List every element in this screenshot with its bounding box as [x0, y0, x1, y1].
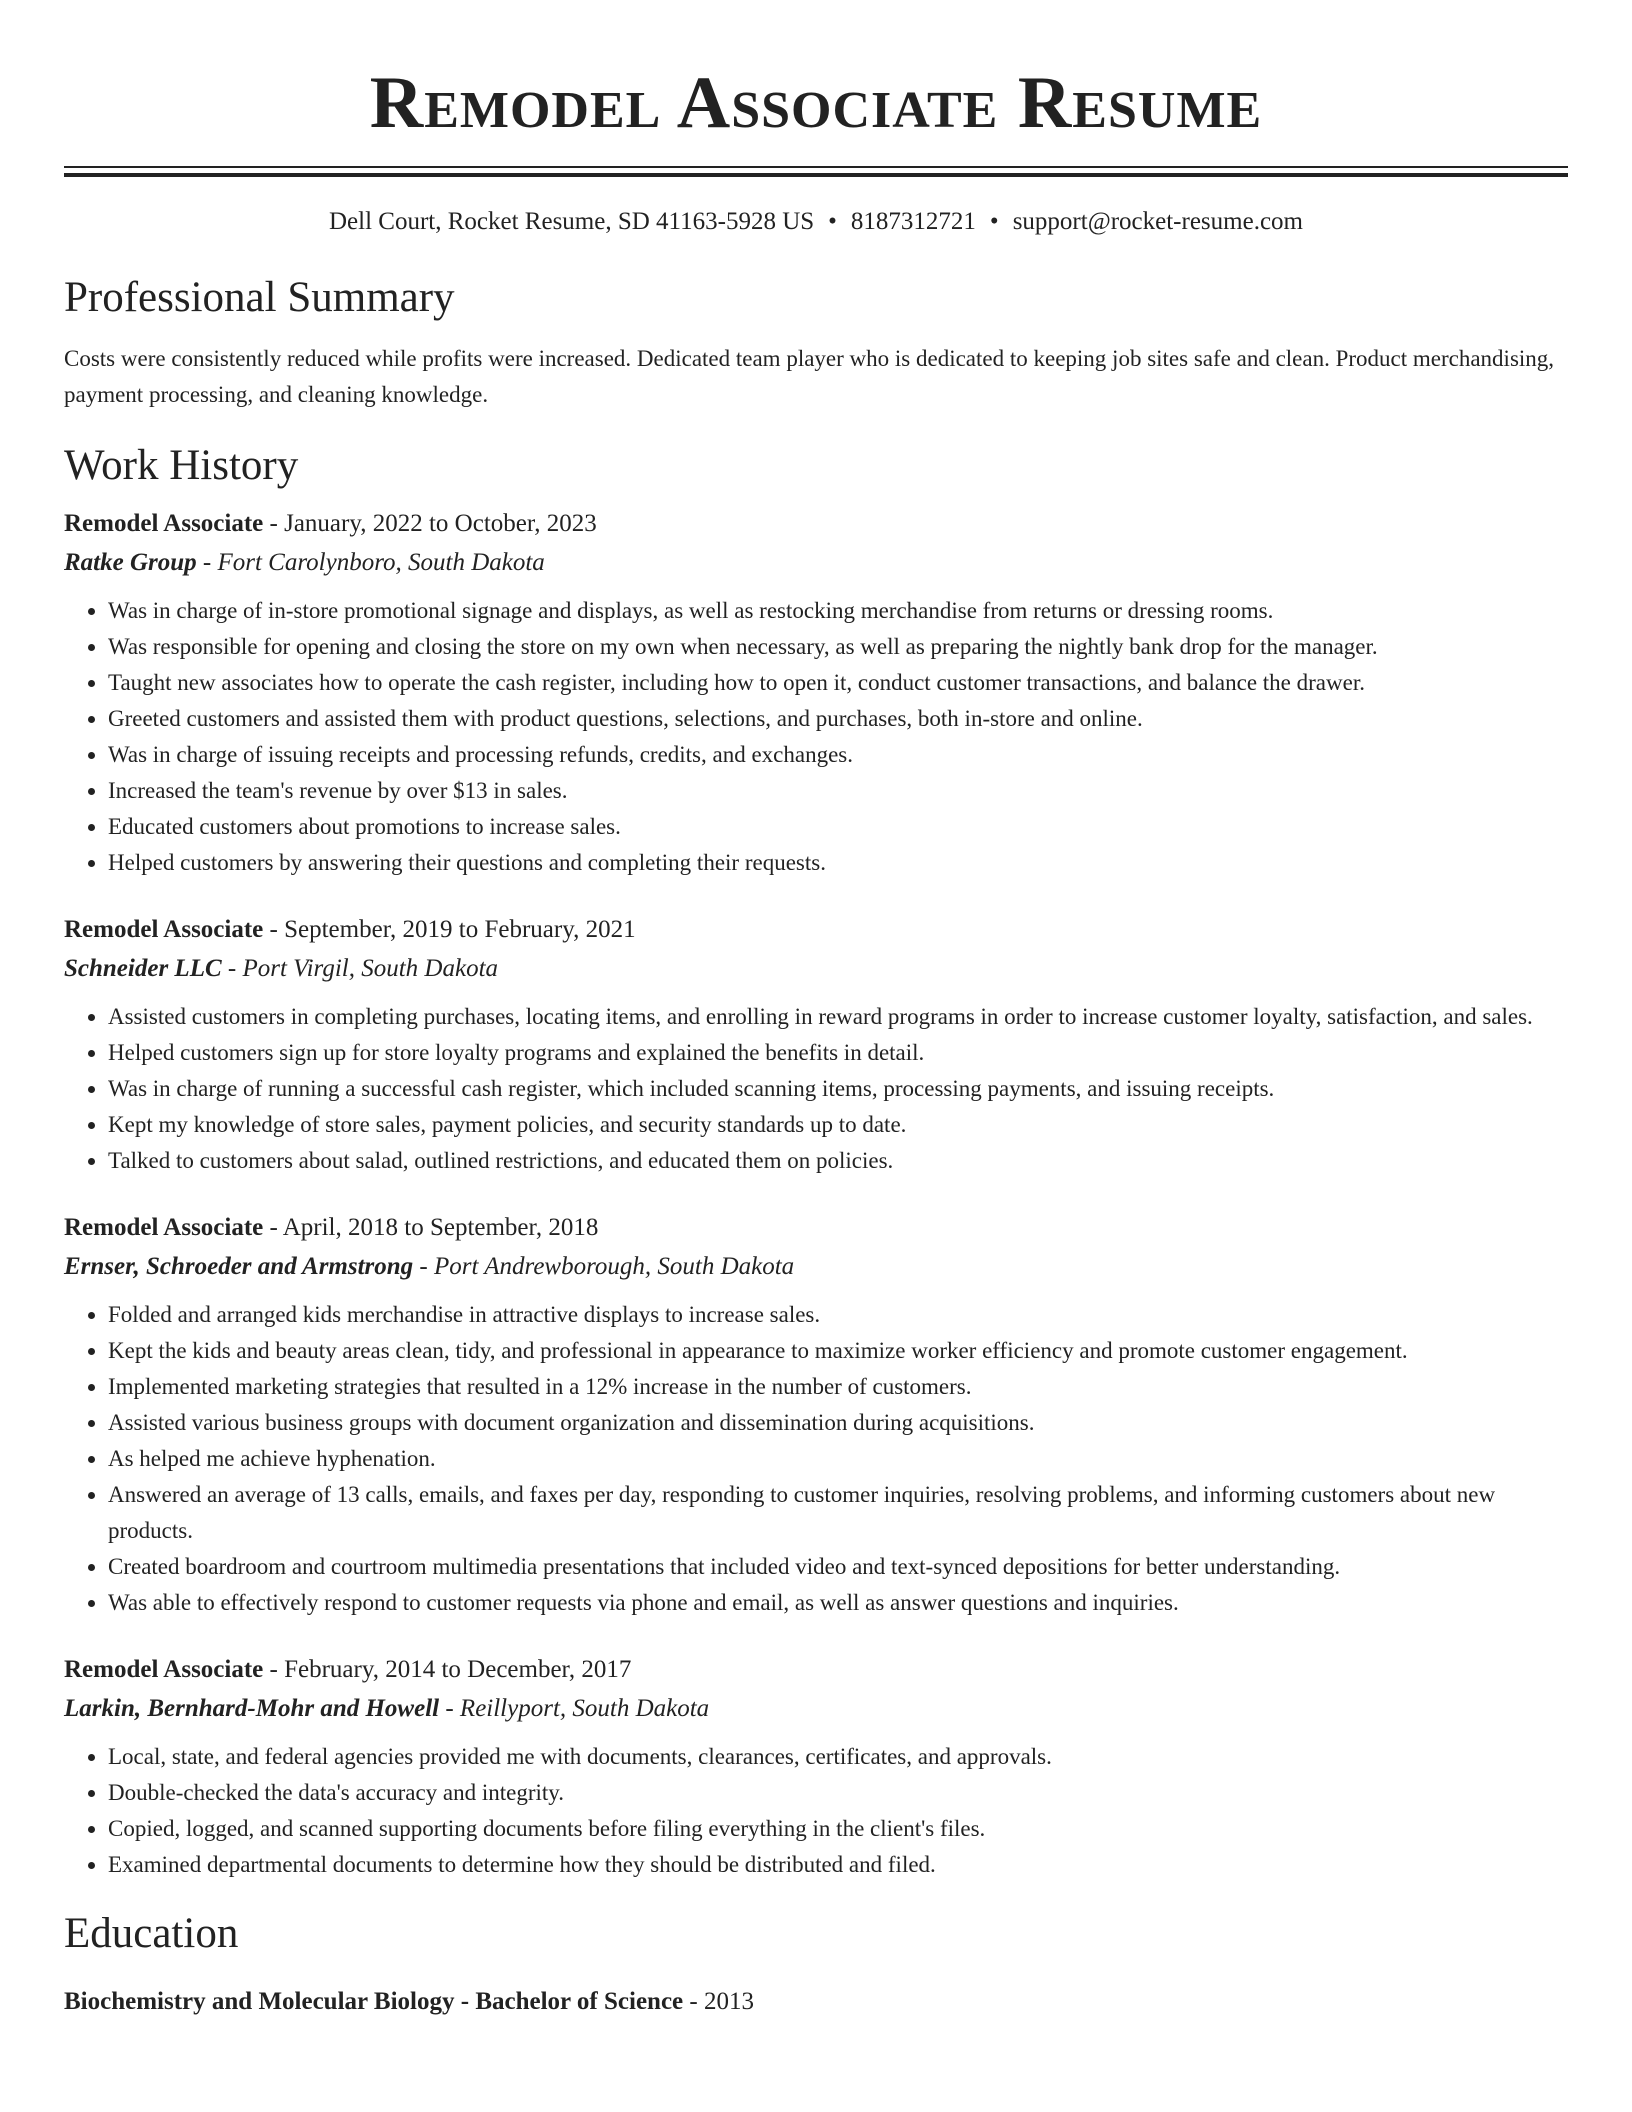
resume-page — [64, 0, 1568, 2021]
resume-title: Remodel Associate Resume — [369, 62, 1263, 144]
job-title: Remodel Associate — [64, 1656, 264, 1683]
job-bullet: • Answered an average of 13 calls, emails, and faxes per day, responding to customer inquiries, resolving problems, and informing customers about new products. — [108, 1477, 1568, 1549]
contact-address: Dell Court, Rocket Resume, SD 41163-5928 US — [329, 208, 815, 235]
job-bullet: • Greeted customers and assisted them with product questions, selections, and purchases, both in-store and online. — [108, 701, 1568, 737]
job-bullet: • Kept the kids and beauty areas clean, tidy, and professional in appearance to maximize worker efficiency and promote customer engagement. — [108, 1333, 1568, 1369]
job-bullet: • Examined departmental documents to determine how they should be distributed and filed. — [108, 1847, 1568, 1883]
divider-thin-line — [64, 166, 1568, 168]
job-bullet: • Double-checked the data's accuracy and integrity. — [108, 1775, 1568, 1811]
job-bullet: • Copied, logged, and scanned supporting documents before filing everything in the client's files. — [108, 1811, 1568, 1847]
job-entry — [64, 505, 1568, 881]
job-bullet: • Local, state, and federal agencies provided me with documents, clearances, certificates, and approvals. — [108, 1739, 1568, 1775]
summary-text: Costs were consistently reduced while profits were increased. Dedicated team player who is dedicated to keeping job sites safe and clean. Product merchandising, payment processing, and cleaning knowledge. — [64, 346, 1555, 407]
job-title: Remodel Associate — [64, 916, 264, 943]
job-bullet: • Taught new associates how to operate the cash register, including how to open it, conduct customer transactions, and balance the drawer. — [108, 665, 1568, 701]
education-year: - 2013 — [683, 1988, 754, 2015]
job-bullet-list — [64, 1297, 1568, 1621]
job-bullet: • Assisted various business groups with document organization and dissemination during acquisitions. — [108, 1405, 1568, 1441]
job-bullet-list — [64, 593, 1568, 881]
job-bullet: • Was able to effectively respond to customer requests via phone and email, as well as answer questions and inquiries. — [108, 1585, 1568, 1621]
job-dates: - April, 2018 to September, 2018 — [263, 1214, 599, 1241]
company-line — [64, 543, 1568, 583]
summary-heading: Professional Summary — [64, 274, 455, 321]
job-entry — [64, 1209, 1568, 1621]
job-dates: - February, 2014 to December, 2017 — [263, 1656, 632, 1683]
company-line — [64, 1247, 1568, 1287]
contact-email: support@rocket-resume.com — [1012, 208, 1303, 235]
education-entry — [64, 1983, 1568, 2021]
job-title-line — [64, 1651, 1568, 1689]
work-history-heading: Work History — [64, 442, 299, 489]
job-bullet: • Implemented marketing strategies that resulted in a 12% increase in the number of customers. — [108, 1369, 1568, 1405]
company-name: Ernser, Schroeder and Armstrong — [64, 1253, 414, 1280]
company-name: Larkin, Bernhard-Mohr and Howell — [64, 1695, 440, 1722]
job-bullet: • Was in charge of running a successful cash register, which included scanning items, processing payments, and issuing receipts. — [108, 1071, 1568, 1107]
contact-line — [64, 207, 1568, 237]
job-bullet: • Talked to customers about salad, outlined restrictions, and educated them on policies. — [108, 1143, 1568, 1179]
contact-phone: 8187312721 — [850, 208, 976, 235]
company-location: - Reillyport, South Dakota — [439, 1695, 710, 1722]
job-bullet: • Kept my knowledge of store sales, payment policies, and security standards up to date. — [108, 1107, 1568, 1143]
company-location: - Fort Carolynboro, South Dakota — [196, 549, 545, 576]
job-bullet: • Helped customers by answering their questions and completing their requests. — [108, 845, 1568, 881]
company-line — [64, 1689, 1568, 1729]
job-title: Remodel Associate — [64, 510, 264, 537]
job-bullet-list — [64, 999, 1568, 1179]
company-name: Schneider LLC — [64, 955, 222, 982]
job-bullet: • Helped customers sign up for store loyalty programs and explained the benefits in detail. — [108, 1035, 1568, 1071]
company-line — [64, 949, 1568, 989]
education-heading: Education — [64, 1910, 239, 1957]
job-bullet: • Assisted customers in completing purchases, locating items, and enrolling in reward programs in order to increase customer loyalty, satisfaction, and sales. — [108, 999, 1568, 1035]
job-bullet: • Educated customers about promotions to increase sales. — [108, 809, 1568, 845]
company-location: - Port Andrewborough, South Dakota — [413, 1253, 795, 1280]
job-bullet: • Increased the team's revenue by over $13 in sales. — [108, 773, 1568, 809]
job-dates: - September, 2019 to February, 2021 — [263, 916, 636, 943]
contact-separator: • — [989, 208, 999, 235]
title-divider — [64, 166, 1568, 177]
job-bullet-list — [64, 1739, 1568, 1883]
job-dates: - January, 2022 to October, 2023 — [263, 510, 597, 537]
job-bullet: • Folded and arranged kids merchandise in attractive displays to increase sales. — [108, 1297, 1568, 1333]
job-title: Remodel Associate — [64, 1214, 264, 1241]
divider-thick-line — [64, 173, 1568, 177]
job-entry — [64, 1651, 1568, 1883]
job-entry — [64, 911, 1568, 1179]
company-location: - Port Virgil, South Dakota — [221, 955, 499, 982]
education-degree: Biochemistry and Molecular Biology - Bachelor of Science — [64, 1988, 684, 2015]
job-title-line — [64, 1209, 1568, 1247]
job-title-line — [64, 911, 1568, 949]
job-bullet: • As helped me achieve hyphenation. — [108, 1441, 1568, 1477]
job-title-line — [64, 505, 1568, 543]
job-bullet: • Was in charge of in-store promotional signage and displays, as well as restocking merchandise from returns or dressing rooms. — [108, 593, 1568, 629]
company-name: Ratke Group — [64, 549, 197, 576]
job-bullet: • Was responsible for opening and closing the store on my own when necessary, as well as preparing the nightly bank drop for the manager. — [108, 629, 1568, 665]
job-bullet: • Was in charge of issuing receipts and processing refunds, credits, and exchanges. — [108, 737, 1568, 773]
job-bullet: • Created boardroom and courtroom multimedia presentations that included video and text-synced depositions for better understanding. — [108, 1549, 1568, 1585]
contact-separator: • — [828, 208, 837, 235]
